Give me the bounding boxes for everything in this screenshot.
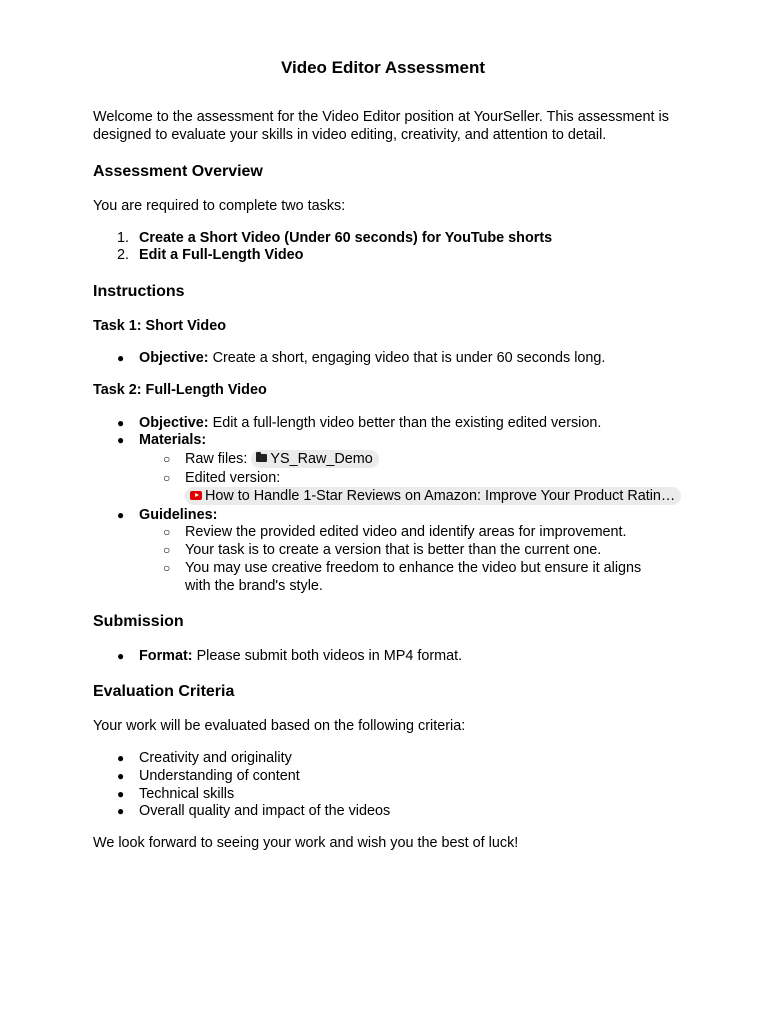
- objective-label: Objective:: [139, 415, 209, 431]
- guidelines-label: Guidelines:: [139, 507, 218, 523]
- circle-marker: ○: [163, 452, 171, 466]
- evaluation-heading: Evaluation Criteria: [93, 683, 235, 700]
- bullet-marker: ●: [117, 649, 125, 663]
- overview-lead: You are required to complete two tasks:: [93, 198, 346, 214]
- guideline-text: Your task is to create a version that is better than the current one.: [185, 542, 602, 558]
- criterion-text: Overall quality and impact of the videos: [139, 803, 391, 819]
- list-number: 2.: [117, 247, 130, 263]
- bullet-marker: ●: [117, 787, 125, 801]
- edited-video-chip[interactable]: [185, 487, 681, 505]
- criterion-text: Understanding of content: [139, 768, 300, 784]
- edited-version-label: Edited version:: [185, 470, 281, 486]
- raw-files-label: Raw files:: [185, 451, 252, 467]
- guideline-text: You may use creative freedom to enhance the video but ensure it aligns with the brand's style.: [185, 560, 642, 594]
- criterion-text: Creativity and originality: [139, 750, 292, 766]
- youtube-icon: [190, 491, 202, 500]
- bullet-marker: ●: [117, 769, 125, 783]
- instructions-heading: Instructions: [93, 283, 185, 300]
- objective-text: Edit a full-length video better than the existing edited version.: [208, 415, 602, 431]
- criterion-text: Technical skills: [139, 786, 235, 802]
- drive-folder-icon: [256, 454, 267, 462]
- materials-label: Materials:: [139, 432, 207, 448]
- submission-heading: Submission: [93, 613, 184, 630]
- bullet-marker: ●: [117, 351, 125, 365]
- edited-video-chip-label: How to Handle 1-Star Reviews on Amazon: Improve Your Product Ratin…: [205, 488, 676, 504]
- bullet-marker: ●: [117, 433, 125, 447]
- circle-marker: ○: [163, 471, 171, 485]
- guideline-text: Review the provided edited video and identify areas for improvement.: [185, 524, 627, 540]
- bullet-marker: ●: [117, 508, 125, 522]
- closing-paragraph: We look forward to seeing your work and wish you the best of luck!: [93, 835, 519, 851]
- objective-label: Objective:: [139, 350, 209, 366]
- raw-files-chip-label: YS_Raw_Demo: [270, 451, 373, 467]
- circle-marker: ○: [163, 561, 171, 575]
- list-number: 1.: [117, 230, 130, 246]
- raw-files-chip[interactable]: [251, 450, 378, 468]
- evaluation-lead: Your work will be evaluated based on the following criteria:: [93, 718, 466, 734]
- format-label: Format:: [139, 648, 193, 664]
- task2-heading: Task 2: Full-Length Video: [93, 382, 267, 398]
- task-name: Create a Short Video (Under 60 seconds) for YouTube shorts: [139, 230, 553, 246]
- objective-text: Create a short, engaging video that is under 60 seconds long.: [208, 350, 606, 366]
- bullet-marker: ●: [117, 416, 125, 430]
- circle-marker: ○: [163, 525, 171, 539]
- task-name: Edit a Full-Length Video: [139, 247, 304, 263]
- circle-marker: ○: [163, 543, 171, 557]
- intro-paragraph: Welcome to the assessment for the Video Editor position at YourSeller. This assessment is designed to evaluate your skills in video editing, creativity, and attention to detail.: [93, 109, 669, 143]
- document-title: Video Editor Assessment: [280, 58, 486, 77]
- task1-heading: Task 1: Short Video: [93, 318, 227, 334]
- bullet-marker: ●: [117, 804, 125, 818]
- format-text: Please submit both videos in MP4 format.: [192, 648, 463, 664]
- bullet-marker: ●: [117, 751, 125, 765]
- overview-heading: Assessment Overview: [93, 163, 263, 180]
